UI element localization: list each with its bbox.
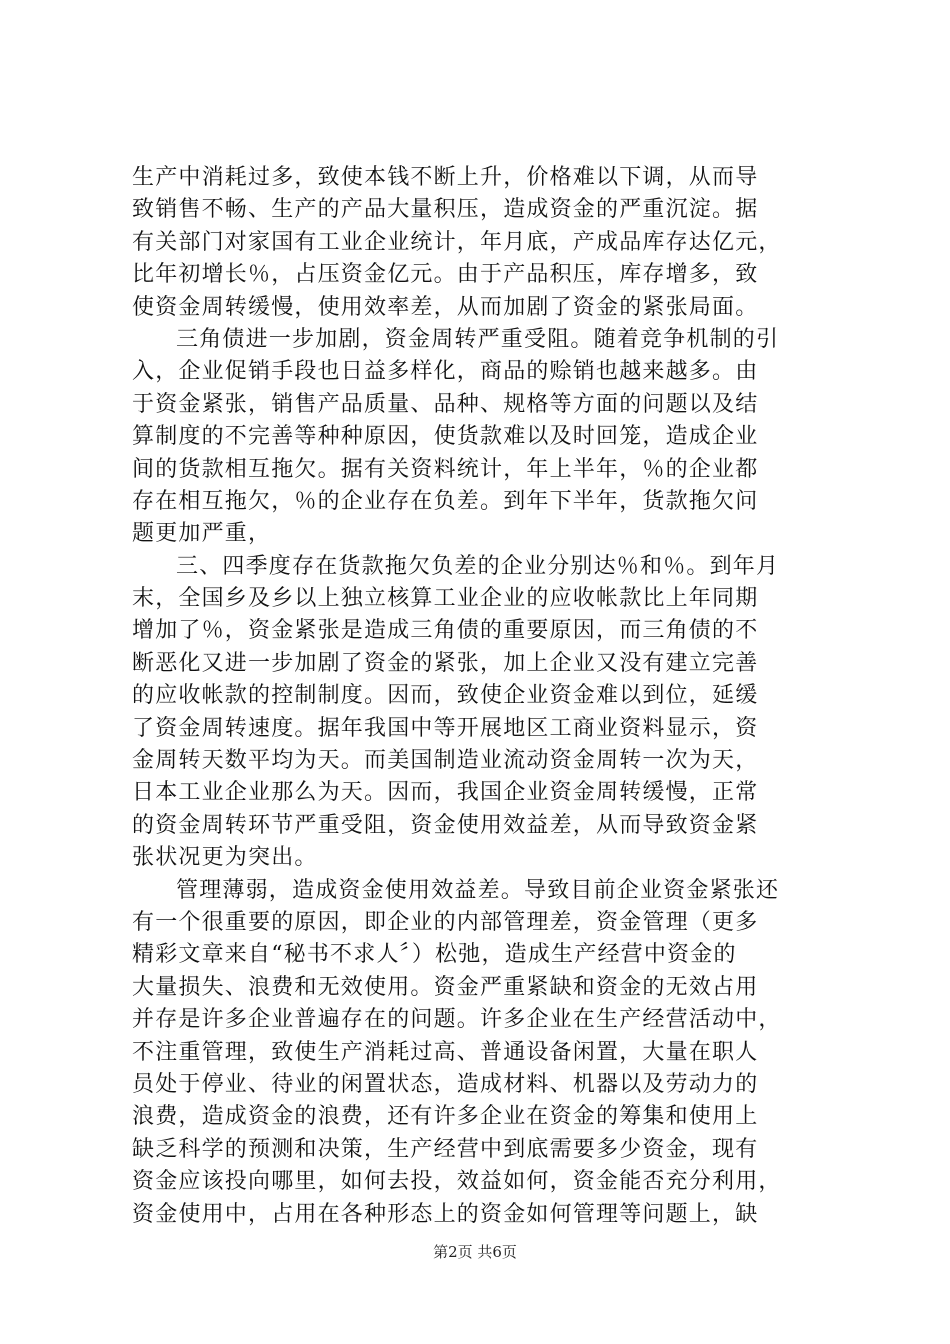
text-line: 间的货款相互拖欠。据有关资料统计，年上半年，％的企业都 <box>132 456 759 482</box>
text-line: 精彩文章来自“秘书不求人〞）松弛，造成生产经营中资金的 <box>132 942 737 968</box>
text-line: 管理薄弱，造成资金使用效益差。导致目前企业资金紧张还 <box>176 877 780 903</box>
text-line: 并存是许多企业普遍存在的问题。许多企业在生产经营活动中， <box>132 1007 782 1033</box>
text-line: 断恶化又进一步加剧了资金的紧张，加上企业又没有建立完善 <box>132 650 759 676</box>
text-line: 的应收帐款的控制制度。因而，致使企业资金难以到位，延缓 <box>132 683 759 709</box>
text-line: 有关部门对家国有工业企业统计，年月底，产成品库存达亿元， <box>132 229 782 255</box>
text-line: 于资金紧张，销售产品质量、品种、规格等方面的问题以及结 <box>132 391 759 417</box>
text-line: 了资金周转速度。据年我国中等开展地区工商业资料显示，资 <box>132 715 759 741</box>
text-line: 存在相互拖欠，％的企业存在负差。到年下半年，货款拖欠问 <box>132 488 759 514</box>
text-line: 不注重管理，致使生产消耗过高、普通设备闲置，大量在职人 <box>132 1039 759 1065</box>
text-line: 金周转天数平均为天。而美国制造业流动资金周转一次为天， <box>132 748 759 774</box>
text-line: 三、四季度存在货款拖欠负差的企业分别达％和％。到年月 <box>176 553 780 579</box>
text-line: 缺乏科学的预测和决策，生产经营中到底需要多少资金，现有 <box>132 1136 759 1162</box>
text-line: 日本工业企业那么为天。因而，我国企业资金周转缓慢，正常 <box>132 780 759 806</box>
page-number-footer: 第2页 共6页 <box>433 1243 517 1261</box>
text-line: 入，企业促销手段也日益多样化，商品的赊销也越来越多。由 <box>132 359 759 385</box>
text-line: 浪费，造成资金的浪费，还有许多企业在资金的筹集和使用上 <box>132 1104 759 1130</box>
text-line: 员处于停业、待业的闲置状态，造成材料、机器以及劳动力的 <box>132 1071 759 1097</box>
text-line: 增加了％，资金紧张是造成三角债的重要原因，而三角债的不 <box>132 618 759 644</box>
text-line: 大量损失、浪费和无效使用。资金严重紧缺和资金的无效占用 <box>132 974 759 1000</box>
text-line: 资金应该投向哪里，如何去投，效益如何，资金能否充分利用， <box>132 1169 782 1195</box>
text-line: 比年初增长％，占压资金亿元。由于产品积压，库存增多，致 <box>132 262 759 288</box>
text-line: 算制度的不完善等种种原因，使货款难以及时回笼，造成企业 <box>132 424 759 450</box>
body-text <box>132 162 828 1231</box>
text-line: 使资金周转缓慢，使用效率差，从而加剧了资金的紧张局面。 <box>132 294 759 320</box>
text-line: 题更加严重， <box>132 521 272 547</box>
text-line: 有一个很重要的原因，即企业的内部管理差，资金管理（更多 <box>132 909 759 935</box>
text-line: 致销售不畅、生产的产品大量积压，造成资金的严重沉淀。据 <box>132 197 759 223</box>
text-line: 末，全国乡及乡以上独立核算工业企业的应收帐款比上年同期 <box>132 586 759 612</box>
text-line: 的资金周转环节严重受阻，资金使用效益差，从而导致资金紧 <box>132 812 759 838</box>
text-line: 生产中消耗过多，致使本钱不断上升，价格难以下调，从而导 <box>132 165 759 190</box>
text-line: 资金使用中，占用在各种形态上的资金如何管理等问题上，缺 <box>132 1201 759 1227</box>
text-line: 三角债进一步加剧，资金周转严重受阻。随着竞争机制的引 <box>176 326 780 352</box>
text-line: 张状况更为突出。 <box>132 845 318 871</box>
